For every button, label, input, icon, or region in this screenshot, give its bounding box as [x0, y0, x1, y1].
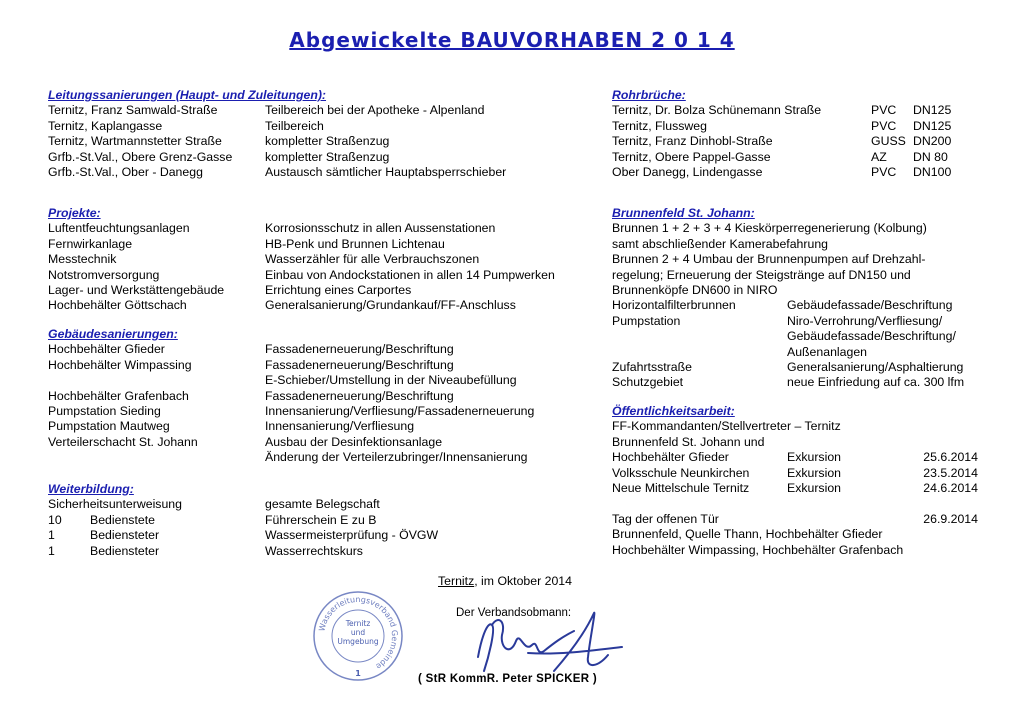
list-item [612, 345, 992, 360]
cell-2: DN 80 [913, 149, 948, 164]
list-item [612, 298, 992, 313]
cell-0: Pumpstation Mautweg [48, 419, 170, 434]
list-item [48, 544, 588, 559]
section-heading: Leitungssanierungen (Haupt- und Zuleitungen): [48, 88, 327, 102]
cell-0: Ternitz, Obere Pappel-Gasse [612, 149, 771, 164]
cell-0: Pumpstation Sieding [48, 403, 161, 418]
cell-0: 10 [48, 512, 62, 527]
cell-1: Innensanierung/Verfliesung [265, 419, 415, 434]
cell-0: Lager- und Werkstättengebäude [48, 282, 225, 297]
list-item [48, 252, 588, 267]
cell-0: Volksschule Neunkirchen [612, 465, 750, 480]
list-item [48, 435, 588, 450]
cell-1: PVC [871, 118, 897, 133]
list-item [48, 283, 588, 298]
text-line: Brunnenfeld, Quelle Thann, Hochbehälter Gfieder [612, 527, 883, 542]
cell-1: HB-Penk und Brunnen Lichtenau [265, 236, 445, 251]
list-item [612, 496, 992, 511]
cell-0: Grfb.-St.Val., Ober - Danegg [48, 164, 203, 179]
cell-1: PVC [871, 164, 897, 179]
cell-2: DN125 [913, 118, 952, 133]
page-title: Abgewickelte BAUVORHABEN 2 0 1 4 [289, 28, 735, 52]
cell-1: Gebäudefassade/Beschriftung/ [787, 329, 956, 344]
list-item [48, 237, 588, 252]
section-heading: Gebäudesanierungen: [48, 327, 178, 341]
cell-1: GUSS [871, 134, 906, 149]
cell-1: AZ [871, 149, 887, 164]
cell-0: 1 [48, 543, 55, 558]
list-item [612, 450, 992, 465]
list-item [48, 342, 588, 357]
cell-1: Exkursion [787, 465, 841, 480]
cell-2: 23.5.2014 [923, 465, 978, 480]
cell-1: Exkursion [787, 450, 841, 465]
cell-1: Einbau von Andockstationen in allen 14 Pumpwerken [265, 267, 555, 282]
cell-1: Außenanlagen [787, 344, 867, 359]
cell-1: Fassadenerneuerung/Beschriftung [265, 357, 454, 372]
list-item [48, 389, 588, 404]
cell-1: Bedienstete [90, 512, 155, 527]
list-item [612, 329, 992, 344]
cell-0: Ternitz, Dr. Bolza Schünemann Straße [612, 103, 822, 118]
list-item [612, 466, 992, 481]
list-item [612, 119, 992, 134]
list-item [612, 360, 992, 375]
cell-2: Wasserrechtskurs [265, 543, 363, 558]
section-heading: Brunnenfeld St. Johann: [612, 206, 755, 220]
cell-0: Tag der offenen Tür [612, 511, 719, 526]
cell-1: Wasserzähler für alle Verbrauchszonen [265, 252, 480, 267]
text-line: FF-Kommandanten/Stellvertreter – Ternitz [612, 419, 841, 434]
cell-1: Teilbereich bei der Apotheke - Alpenland [265, 103, 485, 118]
cell-1: E-Schieber/Umstellung in der Niveaubefüllung [265, 373, 517, 388]
stamp-line: 1 [355, 669, 361, 678]
cell-1: Fassadenerneuerung/Beschriftung [265, 388, 454, 403]
list-item [48, 103, 588, 118]
cell-1: Korrosionsschutz in allen Aussenstationen [265, 221, 496, 236]
section-heading: Projekte: [48, 206, 101, 220]
cell-1: Generalsanierung/Grundankauf/FF-Anschluss [265, 298, 516, 313]
cell-2: DN100 [913, 164, 952, 179]
list-item [48, 450, 588, 465]
cell-0: Hochbehälter Grafenbach [48, 388, 189, 403]
obmann-name: ( StR KommR. Peter SPICKER ) [418, 673, 598, 685]
cell-0: Horizontalfilterbrunnen [612, 298, 736, 313]
cell-0: Verteilerschacht St. Johann [48, 434, 198, 449]
list-item [612, 165, 992, 180]
cell-1: Teilbereich [265, 118, 324, 133]
cell-2: 26.9.2014 [923, 511, 978, 526]
section-heading: Rohrbrüche: [612, 88, 686, 102]
text-line: Hochbehälter Wimpassing, Hochbehälter Grafenbach [612, 542, 904, 557]
cell-1: Änderung der Verteilerzubringer/Innensanierung [265, 450, 528, 465]
cell-0: 1 [48, 528, 55, 543]
cell-2: Führerschein E zu B [265, 512, 377, 527]
cell-2: gesamte Belegschaft [265, 497, 380, 512]
cell-0: Luftentfeuchtungsanlagen [48, 221, 190, 236]
cell-1: Ausbau der Desinfektionsanlage [265, 434, 443, 449]
cell-0: Ternitz, Franz Samwald-Straße [48, 103, 218, 118]
cell-2: 25.6.2014 [923, 450, 978, 465]
cell-1: PVC [871, 103, 897, 118]
list-item [48, 419, 588, 434]
place-date [438, 574, 572, 589]
weiterbildung-section [48, 482, 588, 559]
list-item [48, 134, 588, 149]
stamp-line: Ternitz [345, 619, 371, 628]
cell-2: DN125 [913, 103, 952, 118]
cell-0: Hochbehälter Gfieder [48, 342, 165, 357]
cell-1: Gebäudefassade/Beschriftung [787, 298, 953, 313]
association-stamp [312, 590, 404, 682]
cell-0: Fernwirkanlage [48, 236, 133, 251]
list-item [612, 150, 992, 165]
list-item [48, 528, 588, 543]
stamp-line: und [350, 628, 366, 637]
oeffentlichkeitsarbeit-section [612, 404, 992, 558]
list-item [48, 268, 588, 283]
cell-0: Ternitz, Franz Dinhobl-Straße [612, 134, 773, 149]
signature [458, 595, 638, 685]
text-line: Brunnenfeld St. Johann und [612, 434, 765, 449]
list-item [48, 513, 588, 528]
cell-1: Niro-Verrohrung/Verfliesung/ [787, 313, 943, 328]
list-item [612, 512, 992, 527]
list-item [48, 358, 588, 373]
projekte-section [48, 206, 588, 314]
list-item [612, 103, 992, 118]
rohrbrueche-section [612, 88, 992, 180]
obmann-label: Der Verbandsobmann: [456, 607, 572, 619]
leitungssanierungen-section [48, 88, 588, 180]
cell-1: Exkursion [787, 480, 841, 495]
text-line: samt abschließender Kamerabefahrung [612, 236, 829, 251]
text-line: regelung; Erneuerung der Steigstränge auf DN150 und [612, 267, 911, 282]
list-item [48, 165, 588, 180]
stamp-line: Umgebung [337, 637, 379, 646]
cell-0: Pumpstation [612, 313, 681, 328]
cell-0: Grfb.-St.Val., Obere Grenz-Gasse [48, 149, 233, 164]
cell-1: Innensanierung/Verfliesung/Fassadenerneuerung [265, 403, 535, 418]
list-item [48, 298, 588, 313]
cell-1: Austausch sämtlicher Hauptabsperrschieber [265, 164, 507, 179]
place-name: Ternitz [438, 574, 475, 588]
list-item [612, 314, 992, 329]
list-item [612, 375, 992, 390]
cell-0: Hochbehälter Wimpassing [48, 357, 192, 372]
date-text: , im Oktober 2014 [474, 574, 572, 588]
list-item [48, 373, 588, 388]
list-item [48, 404, 588, 419]
cell-1: kompletter Straßenzug [265, 149, 390, 164]
cell-1: Fassadenerneuerung/Beschriftung [265, 342, 454, 357]
cell-0: Sicherheitsunterweisung [48, 497, 182, 512]
cell-0: Schutzgebiet [612, 375, 684, 390]
cell-1: neue Einfriedung auf ca. 300 lfm [787, 375, 965, 390]
cell-2: DN200 [913, 134, 952, 149]
brunnenfeld-section [612, 206, 992, 391]
cell-0: Ternitz, Wartmannstetter Straße [48, 134, 222, 149]
text-line: Brunnen 1 + 2 + 3 + 4 Kieskörperregenerierung (Kolbung) [612, 221, 927, 236]
cell-1: Generalsanierung/Asphaltierung [787, 359, 964, 374]
stamp-ring-text: Wasserleitungsverband Gemeinde [317, 594, 400, 672]
cell-0: Zufahrtsstraße [612, 359, 692, 374]
list-item [48, 150, 588, 165]
cell-0: Ternitz, Kaplangasse [48, 118, 163, 133]
list-item [48, 119, 588, 134]
cell-0: Hochbehälter Göttschach [48, 298, 187, 313]
list-item [612, 134, 992, 149]
cell-0: Ober Danegg, Lindengasse [612, 164, 763, 179]
cell-1: Bediensteter [90, 528, 160, 543]
list-item [48, 497, 588, 512]
section-heading: Öffentlichkeitsarbeit: [612, 404, 735, 418]
cell-1: kompletter Straßenzug [265, 134, 390, 149]
cell-0: Ternitz, Flussweg [612, 118, 707, 133]
list-item [48, 221, 588, 236]
list-item [612, 481, 992, 496]
cell-0: Notstromversorgung [48, 267, 160, 282]
cell-0: Messtechnik [48, 252, 117, 267]
cell-0: Neue Mittelschule Ternitz [612, 480, 750, 495]
section-heading: Weiterbildung: [48, 482, 134, 496]
gebaeudesanierungen-section [48, 327, 588, 466]
cell-1: Bediensteter [90, 543, 160, 558]
text-line: Brunnenköpfe DN600 in NIRO [612, 282, 778, 297]
cell-1: Errichtung eines Carportes [265, 282, 412, 297]
cell-2: 24.6.2014 [923, 480, 978, 495]
cell-2: Wassermeisterprüfung - ÖVGW [265, 528, 439, 543]
text-line: Brunnen 2 + 4 Umbau der Brunnenpumpen auf Drehzahl- [612, 252, 926, 267]
cell-0: Hochbehälter Gfieder [612, 450, 729, 465]
